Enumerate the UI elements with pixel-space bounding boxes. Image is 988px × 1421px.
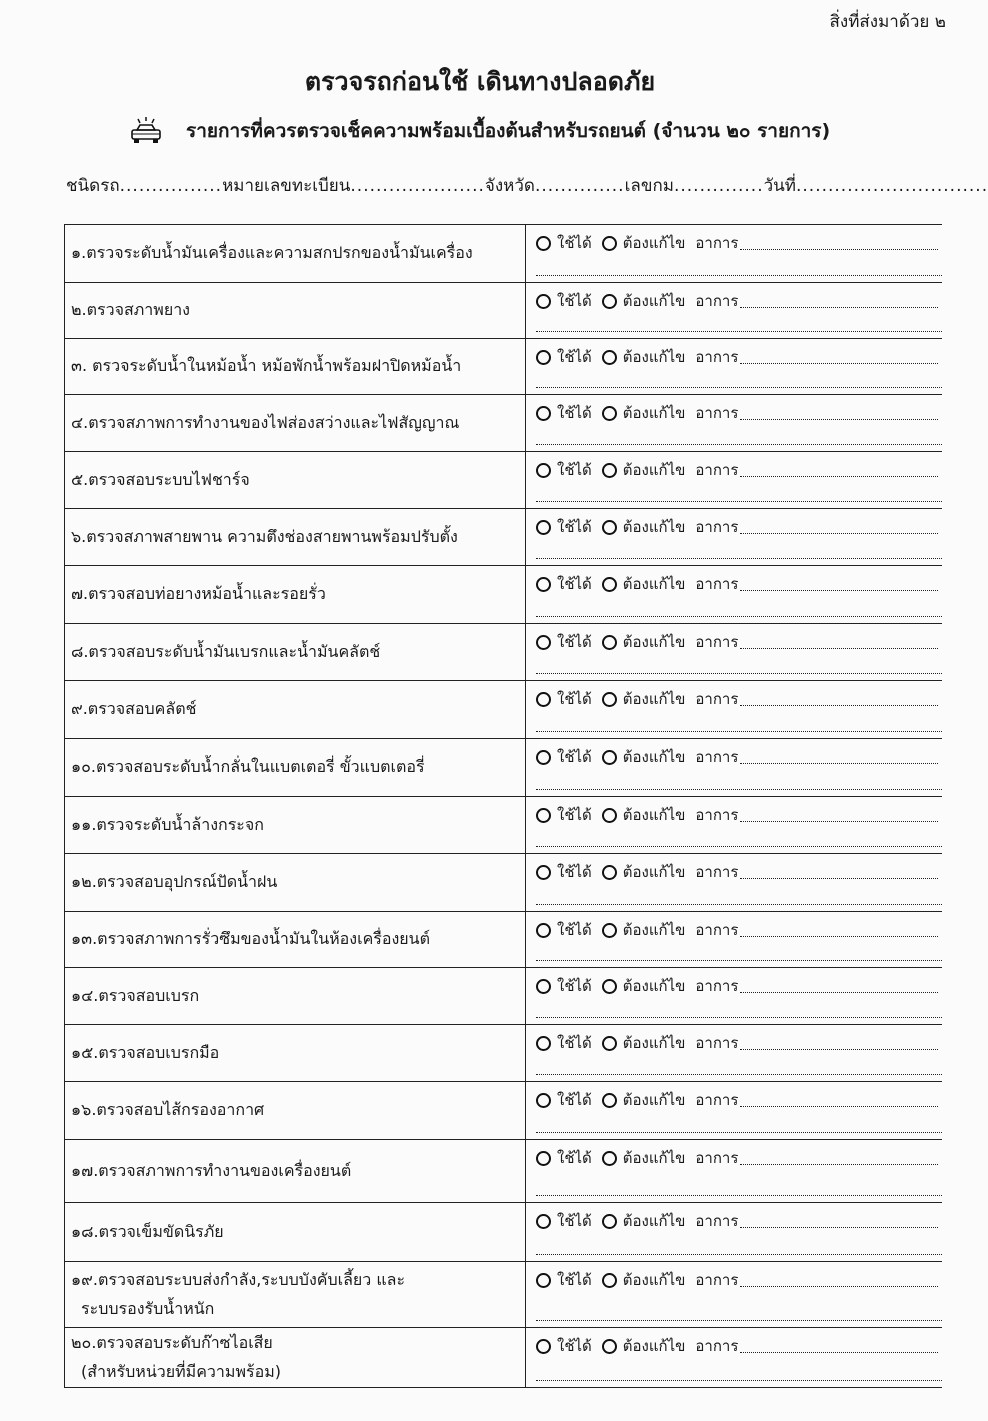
radio-ok[interactable] xyxy=(536,1093,551,1108)
symptom-field[interactable] xyxy=(740,1152,938,1165)
item-label: ๑๗.ตรวจสภาพการทำงานของเครื่องยนต์ xyxy=(71,1160,352,1180)
symptom-field-line2[interactable] xyxy=(536,1017,942,1018)
option-fix-label: ต้องแก้ไข xyxy=(622,518,686,536)
item-cell xyxy=(65,624,526,681)
item-cell xyxy=(65,395,526,452)
symptom-field[interactable] xyxy=(740,1274,938,1287)
option-fix-label: ต้องแก้ไข xyxy=(622,1212,686,1230)
symptom-label: อาการ xyxy=(695,977,739,995)
item-label: ๘.ตรวจสอบระดับน้ำมันเบรกและน้ำมันคลัตช์ xyxy=(71,641,381,661)
radio-fix[interactable] xyxy=(602,463,617,478)
page-title: ตรวจรถก่อนใช้ เดินทางปลอดภัย xyxy=(304,67,656,96)
option-fix-label: ต้องแก้ไข xyxy=(622,1149,686,1167)
options-cell xyxy=(526,797,943,854)
radio-fix[interactable] xyxy=(602,692,617,707)
option-ok-label: ใช้ได้ xyxy=(557,690,592,708)
item-sublabel: (สำหรับหน่วยที่มีความพร้อม) xyxy=(81,1361,281,1381)
item-label: ๕.ตรวจสอบระบบไฟชาร์จ xyxy=(71,469,250,489)
symptom-field-line2[interactable] xyxy=(536,501,942,502)
symptom-field-line2[interactable] xyxy=(536,731,942,732)
radio-ok[interactable] xyxy=(536,692,551,707)
radio-ok[interactable] xyxy=(536,406,551,421)
option-ok-label: ใช้ได้ xyxy=(557,921,592,939)
item-label: ๖.ตรวจสภาพสายพาน ความตึงช่องสายพานพร้อมปรับตั้ง xyxy=(71,526,458,546)
attachment-label: สิ่งที่ส่งมาด้วย ๒ xyxy=(829,12,946,32)
symptom-field[interactable] xyxy=(740,407,938,420)
symptom-label: อาการ xyxy=(695,1212,739,1230)
symptom-label: อาการ xyxy=(695,1034,739,1052)
radio-ok[interactable] xyxy=(536,236,551,251)
radio-fix[interactable] xyxy=(602,865,617,880)
item-label: ๙.ตรวจสอบคลัตช์ xyxy=(71,699,197,718)
item-label: ๑๘.ตรวจเข็มขัดนิรภัย xyxy=(71,1221,224,1241)
radio-ok[interactable] xyxy=(536,577,551,592)
radio-ok[interactable] xyxy=(536,979,551,994)
symptom-field-line2[interactable] xyxy=(536,1320,942,1321)
radio-ok[interactable] xyxy=(536,865,551,880)
options-cell xyxy=(526,912,943,968)
province-label: จังหวัด xyxy=(484,176,535,196)
options-cell xyxy=(526,509,943,566)
item-cell xyxy=(65,739,526,797)
checklist-row xyxy=(65,1082,943,1140)
mileage-label: เลขกม xyxy=(624,176,674,196)
checklist-row xyxy=(65,1262,943,1328)
item-label: ๑๒.ตรวจสอบอุปกรณ์ปัดน้ำฝน xyxy=(71,872,278,891)
options-cell xyxy=(526,1328,943,1388)
radio-ok[interactable] xyxy=(536,808,551,823)
item-label: ๗.ตรวจสอบท่อยางหม้อน้ำและรอยรั่ว xyxy=(71,584,326,603)
symptom-field[interactable] xyxy=(740,636,938,649)
item-cell xyxy=(65,1140,526,1203)
checklist-row xyxy=(65,566,943,624)
symptom-field[interactable] xyxy=(740,351,938,364)
item-cell xyxy=(65,1082,526,1140)
options-cell xyxy=(526,452,943,509)
symptom-field-line2[interactable] xyxy=(536,960,942,961)
symptom-field-line2[interactable] xyxy=(536,331,942,332)
radio-ok[interactable] xyxy=(536,1339,551,1354)
symptom-label: อาการ xyxy=(695,633,739,651)
checklist-row xyxy=(65,283,943,339)
radio-ok[interactable] xyxy=(536,750,551,765)
options-cell xyxy=(526,1203,943,1262)
option-fix-label: ต้องแก้ไข xyxy=(622,690,686,708)
checklist-row xyxy=(65,624,943,681)
symptom-field[interactable] xyxy=(740,809,938,822)
options-cell xyxy=(526,1082,943,1140)
options-cell xyxy=(526,395,943,452)
radio-ok[interactable] xyxy=(536,520,551,535)
option-ok-label: ใช้ได้ xyxy=(557,1149,592,1167)
item-label: ๒๐.ตรวจสอบระดับก๊าซไอเสีย xyxy=(71,1332,273,1352)
item-cell xyxy=(65,1025,526,1082)
symptom-label: อาการ xyxy=(695,404,739,422)
item-label: ๓. ตรวจระดับน้ำในหม้อน้ำ หม้อพักน้ำพร้อมฝาปิดหม้อน้ำ xyxy=(71,356,462,375)
symptom-field-line2[interactable] xyxy=(536,387,942,388)
symptom-field-line2[interactable] xyxy=(536,1380,942,1381)
item-cell xyxy=(65,1262,526,1328)
symptom-field[interactable] xyxy=(740,751,938,764)
symptom-label: อาการ xyxy=(695,234,739,252)
option-fix-label: ต้องแก้ไข xyxy=(622,348,686,366)
item-cell xyxy=(65,509,526,566)
radio-fix[interactable] xyxy=(602,1151,617,1166)
option-fix-label: ต้องแก้ไข xyxy=(622,863,686,881)
symptom-field-line2[interactable] xyxy=(536,1074,942,1075)
option-ok-label: ใช้ได้ xyxy=(557,1034,592,1052)
options-cell xyxy=(526,739,943,797)
plate-label: หมายเลขทะเบียน xyxy=(222,176,351,196)
option-fix-label: ต้องแก้ไข xyxy=(622,806,686,824)
option-fix-label: ต้องแก้ไข xyxy=(622,575,686,593)
symptom-field[interactable] xyxy=(740,1215,938,1228)
radio-fix[interactable] xyxy=(602,1093,617,1108)
item-label: ๑๑.ตรวจระดับน้ำล้างกระจก xyxy=(71,814,264,834)
option-fix-label: ต้องแก้ไข xyxy=(622,921,686,939)
car-icon xyxy=(128,116,164,146)
options-cell xyxy=(526,339,943,395)
symptom-label: อาการ xyxy=(695,1271,739,1289)
option-ok-label: ใช้ได้ xyxy=(557,234,592,252)
item-cell xyxy=(65,854,526,912)
radio-ok[interactable] xyxy=(536,1273,551,1288)
item-label: ๑๙.ตรวจสอบระบบส่งกำลัง,ระบบบังคับเลี้ยว และ xyxy=(71,1269,406,1289)
radio-fix[interactable] xyxy=(602,1214,617,1229)
option-ok-label: ใช้ได้ xyxy=(557,633,592,651)
item-cell xyxy=(65,283,526,339)
symptom-label: อาการ xyxy=(695,690,739,708)
symptom-label: อาการ xyxy=(695,348,739,366)
symptom-field-line2[interactable] xyxy=(536,275,942,276)
symptom-field-line2[interactable] xyxy=(536,1195,942,1196)
radio-fix[interactable] xyxy=(602,979,617,994)
item-label: ๑๓.ตรวจสภาพการรั่วซึมของน้ำมันในห้องเครื่องยนต์ xyxy=(71,929,430,948)
symptom-label: อาการ xyxy=(695,575,739,593)
item-label: ๑๕.ตรวจสอบเบรกมือ xyxy=(71,1042,220,1062)
symptom-field[interactable] xyxy=(740,521,938,534)
option-fix-label: ต้องแก้ไข xyxy=(622,1337,686,1355)
checklist-row xyxy=(65,452,943,509)
item-cell xyxy=(65,681,526,739)
subtitle-text: รายการที่ควรตรวจเช็คความพร้อมเบื้องต้นสำหรับรถยนต์ (จำนวน ๒๐ รายการ) xyxy=(186,120,831,142)
option-fix-label: ต้องแก้ไข xyxy=(622,633,686,651)
symptom-field-line2[interactable] xyxy=(536,1254,942,1255)
option-fix-label: ต้องแก้ไข xyxy=(622,1091,686,1109)
checklist-row xyxy=(65,854,943,912)
item-label: ๑.ตรวจระดับน้ำมันเครื่องและความสกปรกของน้ำมันเครื่อง xyxy=(71,243,473,262)
options-cell xyxy=(526,681,943,739)
symptom-field-line2[interactable] xyxy=(536,1132,942,1133)
radio-fix[interactable] xyxy=(602,577,617,592)
radio-fix[interactable] xyxy=(602,294,617,309)
option-fix-label: ต้องแก้ไข xyxy=(622,292,686,310)
radio-fix[interactable] xyxy=(602,1036,617,1051)
symptom-field[interactable] xyxy=(740,980,938,993)
item-cell xyxy=(65,566,526,624)
symptom-label: อาการ xyxy=(695,461,739,479)
symptom-field-line2[interactable] xyxy=(536,846,942,847)
radio-fix[interactable] xyxy=(602,1339,617,1354)
symptom-label: อาการ xyxy=(695,748,739,766)
checklist-row xyxy=(65,739,943,797)
option-fix-label: ต้องแก้ไข xyxy=(622,461,686,479)
option-ok-label: ใช้ได้ xyxy=(557,292,592,310)
date-label: วันที่ xyxy=(763,176,796,196)
options-cell xyxy=(526,968,943,1025)
symptom-field[interactable] xyxy=(740,693,938,706)
checklist-row xyxy=(65,1328,943,1388)
options-cell xyxy=(526,225,943,283)
item-label: ๔.ตรวจสภาพการทำงานของไฟส่องสว่างและไฟสัญญาณ xyxy=(71,412,460,432)
checklist-row xyxy=(65,225,943,283)
radio-fix[interactable] xyxy=(602,750,617,765)
option-fix-label: ต้องแก้ไข xyxy=(622,1271,686,1289)
vehicle-type-label: ชนิดรถ xyxy=(66,176,120,196)
radio-fix[interactable] xyxy=(602,406,617,421)
option-fix-label: ต้องแก้ไข xyxy=(622,748,686,766)
options-cell xyxy=(526,1025,943,1082)
option-ok-label: ใช้ได้ xyxy=(557,1091,592,1109)
radio-ok[interactable] xyxy=(536,1151,551,1166)
checklist-row xyxy=(65,968,943,1025)
symptom-field[interactable] xyxy=(740,578,938,591)
item-cell xyxy=(65,912,526,968)
symptom-label: อาการ xyxy=(695,292,739,310)
symptom-label: อาการ xyxy=(695,1149,739,1167)
checklist-row xyxy=(65,797,943,854)
item-cell xyxy=(65,339,526,395)
radio-fix[interactable] xyxy=(602,808,617,823)
checklist-row xyxy=(65,395,943,452)
item-cell xyxy=(65,797,526,854)
symptom-field-line2[interactable] xyxy=(536,616,942,617)
options-cell xyxy=(526,624,943,681)
options-cell xyxy=(526,1262,943,1328)
item-label: ๒.ตรวจสภาพยาง xyxy=(71,300,190,319)
symptom-field[interactable] xyxy=(740,866,938,879)
option-ok-label: ใช้ได้ xyxy=(557,575,592,593)
symptom-label: อาการ xyxy=(695,518,739,536)
symptom-label: อาการ xyxy=(695,863,739,881)
item-cell xyxy=(65,968,526,1025)
symptom-label: อาการ xyxy=(695,806,739,824)
option-fix-label: ต้องแก้ไข xyxy=(622,1034,686,1052)
option-ok-label: ใช้ได้ xyxy=(557,461,592,479)
radio-fix[interactable] xyxy=(602,350,617,365)
symptom-field[interactable] xyxy=(740,464,938,477)
checklist-row xyxy=(65,339,943,395)
radio-ok[interactable] xyxy=(536,1214,551,1229)
item-label: ๑๐.ตรวจสอบระดับน้ำกลั่นในแบตเตอรี่ ขั้วแบตเตอรี่ xyxy=(71,757,425,776)
radio-fix[interactable] xyxy=(602,635,617,650)
option-ok-label: ใช้ได้ xyxy=(557,1337,592,1355)
symptom-label: อาการ xyxy=(695,921,739,939)
symptom-field-line2[interactable] xyxy=(536,444,942,445)
option-fix-label: ต้องแก้ไข xyxy=(622,234,686,252)
option-ok-label: ใช้ได้ xyxy=(557,748,592,766)
item-cell xyxy=(65,452,526,509)
checklist-row xyxy=(65,681,943,739)
radio-ok[interactable] xyxy=(536,1036,551,1051)
checklist-row xyxy=(65,1203,943,1262)
option-ok-label: ใช้ได้ xyxy=(557,1271,592,1289)
symptom-field-line2[interactable] xyxy=(536,904,942,905)
symptom-field[interactable] xyxy=(740,1340,938,1353)
radio-ok[interactable] xyxy=(536,294,551,309)
option-fix-label: ต้องแก้ไข xyxy=(622,404,686,422)
radio-fix[interactable] xyxy=(602,1273,617,1288)
checklist-table xyxy=(64,224,942,1388)
options-cell xyxy=(526,1140,943,1203)
item-cell xyxy=(65,225,526,283)
radio-fix[interactable] xyxy=(602,236,617,251)
symptom-field-line2[interactable] xyxy=(536,558,942,559)
option-ok-label: ใช้ได้ xyxy=(557,518,592,536)
option-ok-label: ใช้ได้ xyxy=(557,863,592,881)
option-ok-label: ใช้ได้ xyxy=(557,806,592,824)
radio-fix[interactable] xyxy=(602,520,617,535)
symptom-label: อาการ xyxy=(695,1091,739,1109)
item-sublabel: ระบบรองรับน้ำหนัก xyxy=(81,1298,215,1318)
symptom-field[interactable] xyxy=(740,237,938,250)
checklist-row xyxy=(65,1140,943,1203)
symptom-field[interactable] xyxy=(740,924,938,937)
symptom-field[interactable] xyxy=(740,1094,938,1107)
checklist-row xyxy=(65,1025,943,1082)
checklist-row xyxy=(65,509,943,566)
checklist-row xyxy=(65,912,943,968)
radio-fix[interactable] xyxy=(602,923,617,938)
option-fix-label: ต้องแก้ไข xyxy=(622,977,686,995)
page-subtitle xyxy=(128,116,830,146)
radio-ok[interactable] xyxy=(536,463,551,478)
symptom-field-line2[interactable] xyxy=(536,673,942,674)
options-cell xyxy=(526,566,943,624)
radio-ok[interactable] xyxy=(536,923,551,938)
symptom-field[interactable] xyxy=(740,295,938,308)
radio-ok[interactable] xyxy=(536,350,551,365)
item-label: ๑๖.ตรวจสอบไส้กรองอากาศ xyxy=(71,1100,265,1119)
vehicle-info-fields: ชนิดรถ................หมายเลขทะเบียน.....................จังหวัด..............เลขกม..............วันที่.............................. xyxy=(66,176,988,196)
symptom-label: อาการ xyxy=(695,1337,739,1355)
item-label: ๑๔.ตรวจสอบเบรก xyxy=(71,985,200,1005)
item-cell xyxy=(65,1328,526,1388)
option-ok-label: ใช้ได้ xyxy=(557,1212,592,1230)
symptom-field-line2[interactable] xyxy=(536,789,942,790)
option-ok-label: ใช้ได้ xyxy=(557,404,592,422)
item-cell xyxy=(65,1203,526,1262)
options-cell xyxy=(526,854,943,912)
options-cell xyxy=(526,283,943,339)
radio-ok[interactable] xyxy=(536,635,551,650)
symptom-field[interactable] xyxy=(740,1037,938,1050)
option-ok-label: ใช้ได้ xyxy=(557,348,592,366)
option-ok-label: ใช้ได้ xyxy=(557,977,592,995)
